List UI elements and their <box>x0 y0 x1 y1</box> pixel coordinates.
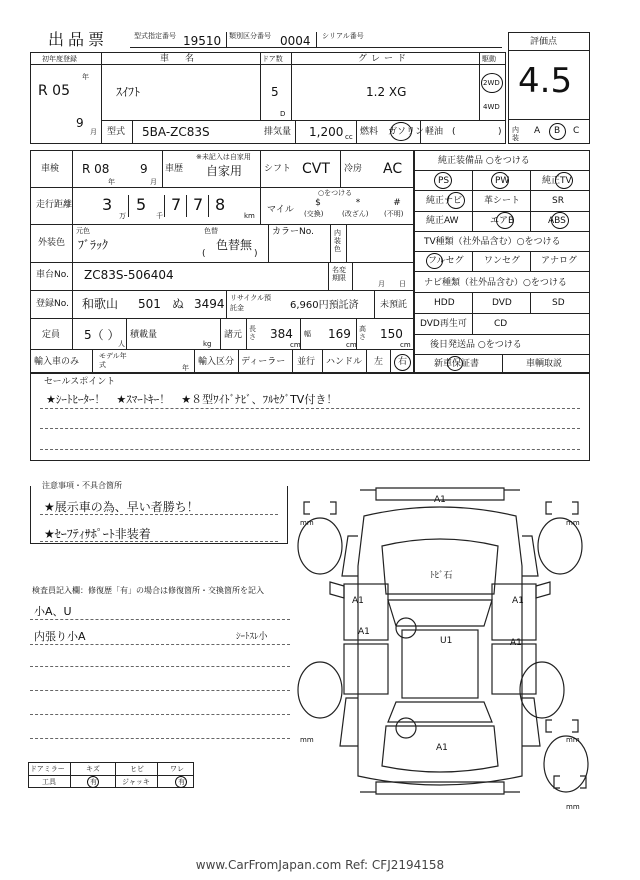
capacity: 5（ ） <box>84 328 120 342</box>
mark-left-rear: A1 <box>358 627 370 637</box>
interior-c: C <box>573 126 580 136</box>
reg-kana: ぬ <box>172 297 185 311</box>
mileage-digit-2: 5 <box>136 195 147 214</box>
divider <box>208 195 209 217</box>
inspection: R 08 <box>82 162 110 176</box>
divider <box>414 292 590 293</box>
interior-b: B <box>554 126 561 136</box>
inspection-month-unit: 月 <box>150 178 157 186</box>
shift-label: シフト <box>264 164 292 174</box>
score-label: 評価点 <box>530 37 558 47</box>
tv-fullseg-circle <box>426 253 443 269</box>
divider <box>356 318 357 349</box>
opt-pw-circle <box>491 172 509 189</box>
divider <box>30 187 414 188</box>
reg-month: 9 <box>76 116 84 130</box>
divider <box>346 224 347 262</box>
footer-ref: www.CarFromJapan.com Ref: CFJ2194158 <box>195 858 445 872</box>
tv-analog: アナログ <box>541 256 578 266</box>
capacity-label: 定員 <box>42 330 61 340</box>
original-color-label: 元色 <box>76 227 90 235</box>
sales-line <box>40 408 580 409</box>
import-label: 輸入車のみ <box>34 357 80 367</box>
divider <box>414 313 590 314</box>
model-no: 19510 <box>183 34 222 48</box>
meter-exchange: (交換) <box>304 210 324 218</box>
meter-unknown: (不明) <box>384 210 404 218</box>
doc-manual: 車輌取説 <box>526 359 563 369</box>
divider <box>246 318 247 349</box>
parallel: 並行 <box>297 357 316 367</box>
divider <box>238 349 239 373</box>
divider <box>414 231 590 232</box>
divider <box>414 271 590 272</box>
notes-line-1: ★展示車の為、早い者勝ち！ <box>44 500 199 514</box>
divider <box>70 762 71 788</box>
divider <box>414 251 590 252</box>
usage-note: ※未記入は自家用 <box>196 153 251 161</box>
drive-4wd: 4WD <box>483 103 500 111</box>
exterior-label: 外装色 <box>38 238 66 248</box>
divider <box>300 318 301 349</box>
legend-break: ワレ <box>170 765 184 773</box>
divider <box>132 120 133 144</box>
meter-modified-sym: * <box>355 198 361 208</box>
handle-label: ハンドル <box>326 357 363 367</box>
inspector-line <box>30 666 290 667</box>
divider <box>268 224 269 262</box>
inspector-line <box>30 738 290 739</box>
mark-roof: U1 <box>440 636 453 646</box>
paren-open: ( <box>202 249 206 259</box>
sales-label: セールスポイント <box>44 377 116 387</box>
inspector-line <box>30 690 290 691</box>
doc-warranty-circle <box>447 356 463 371</box>
mileage-digit-5: 8 <box>215 195 226 214</box>
ac: AC <box>383 161 403 177</box>
car-name: ｽｲﾌﾄ <box>116 85 141 99</box>
mark-left-front: A1 <box>352 596 364 606</box>
divider <box>374 290 375 318</box>
recycle-amount: 6,960円預託済 <box>290 300 359 311</box>
divider <box>260 52 261 120</box>
sales-text: ★ｼｰﾄﾋｰﾀｰ！ ★ｽﾏｰﾄｷｰ！ ★８型ﾜｲﾄﾞﾅﾋﾞ、ﾌﾙｾｸﾞTV付き！ <box>46 393 338 406</box>
paren-close: ) <box>254 249 258 259</box>
inspector-line <box>30 714 290 715</box>
opt-pw: PW <box>495 176 510 186</box>
mile-label: マイル <box>267 205 294 215</box>
tire-left-rear <box>298 662 342 718</box>
doors: 5 <box>271 85 279 99</box>
score-value: 4.5 <box>518 61 573 101</box>
door-type: D <box>280 110 286 118</box>
divider <box>260 150 261 187</box>
height-label: 高さ <box>359 325 366 341</box>
displacement-unit: cc <box>345 133 353 141</box>
inspector-line-2-left: 内張り小A <box>34 630 86 643</box>
tv-fullseg: フルセグ <box>428 256 464 266</box>
sheet-title: 出品票 <box>48 30 109 49</box>
arch-left-front <box>342 536 358 576</box>
displacement-label: 排気量 <box>264 127 292 137</box>
reg-year-unit: 年 <box>82 73 89 81</box>
fuel-label: 燃料 <box>360 127 379 137</box>
spare-tire <box>544 736 588 792</box>
mirror-left <box>330 582 344 598</box>
expiry-day: 日 <box>399 280 406 288</box>
notes-label: 注意事項・不具合箇所 <box>42 481 122 490</box>
opt-abs-circle <box>551 212 569 229</box>
divider <box>295 120 296 144</box>
reg-era: R 05 <box>38 83 70 99</box>
mark-hood: ﾄﾋﾞ石 <box>430 571 453 581</box>
opt-ps: PS <box>438 176 450 186</box>
inspection-year: 年 <box>108 178 115 186</box>
divider <box>30 290 414 291</box>
vehicle-type: 5BA-ZC83S <box>142 125 210 139</box>
interior-a: A <box>534 126 541 136</box>
fuel-gasoline: ガソリン <box>388 127 425 137</box>
notes-line <box>40 541 278 542</box>
drive-2wd-circle <box>481 73 503 93</box>
navi-hdd: HDD <box>434 298 455 308</box>
registration-label: 登録No. <box>36 299 69 309</box>
divider <box>226 32 227 48</box>
opt-tv: 純正TV <box>542 176 572 186</box>
legend-jack: ジャッキ <box>122 778 150 786</box>
divider <box>292 349 293 373</box>
divider <box>226 290 227 318</box>
color-change-label: 色替 <box>204 227 218 235</box>
divider <box>128 195 129 217</box>
drive-2wd: 2WD <box>483 79 500 87</box>
divider <box>260 187 261 224</box>
opt-sr: SR <box>552 196 564 206</box>
opt-tv-circle <box>555 172 573 189</box>
inspector-label: 検査員記入欄：修復歴「有」の場合は修復箇所・交換箇所を記入 <box>32 586 264 595</box>
divider <box>479 52 480 120</box>
mileage-sen: 千 <box>156 212 163 220</box>
divider <box>30 224 414 225</box>
paren-open: ( <box>452 127 456 137</box>
width: 169 <box>328 327 351 341</box>
divider <box>390 349 391 373</box>
paren-close: ) <box>498 127 502 137</box>
mileage-label: 走行距離 <box>36 200 73 210</box>
divider <box>101 52 102 144</box>
tire-unit-lr: mm <box>300 736 314 744</box>
divider <box>530 251 531 271</box>
expiry-label: 名変期限 <box>332 266 346 282</box>
mark-rear-bumper: A1 <box>436 743 448 753</box>
door-right-rear <box>492 644 536 694</box>
height-unit: cm <box>400 341 411 349</box>
light-oil-label: 軽油 <box>425 127 444 137</box>
legend-crack: ヒビ <box>130 765 144 773</box>
displacement: 1,200 <box>309 125 344 139</box>
arch-right-rear <box>522 698 540 746</box>
type-label: 型式 <box>107 127 126 137</box>
model-year-unit: 年 <box>182 364 189 372</box>
reg-class: 501 <box>138 297 161 311</box>
navi-dvd: DVD <box>492 298 512 308</box>
divider <box>115 762 116 788</box>
opt-navi-circle <box>447 192 465 209</box>
divider <box>162 150 163 187</box>
divider <box>316 32 317 48</box>
arch-right-front <box>522 536 538 576</box>
length-label: 長さ <box>249 325 256 341</box>
rear-bumper <box>360 782 520 794</box>
fuel-circle <box>390 122 412 141</box>
docs-label: 後日発送品 ○をつける <box>430 340 522 350</box>
rear-window <box>388 702 492 722</box>
ac-label: 冷房 <box>344 164 363 174</box>
chassis-label: 車台No. <box>36 270 69 280</box>
height: 150 <box>380 327 403 341</box>
interior-b-circle <box>549 123 566 140</box>
legend-yes: 有 <box>90 778 97 786</box>
divider <box>194 349 195 373</box>
inspector-line-1: 小A、U <box>34 605 72 618</box>
divider <box>414 334 590 335</box>
divider <box>28 775 194 776</box>
handle-right-circle <box>394 354 411 371</box>
divider <box>30 262 414 263</box>
divider <box>508 119 590 120</box>
divider <box>356 120 357 144</box>
handle-left: 左 <box>374 357 384 367</box>
door-right-front <box>492 584 536 640</box>
length: 384 <box>270 327 293 341</box>
mark-front-bumper: A1 <box>434 495 446 505</box>
color-no-label: カラーNo. <box>272 227 314 237</box>
divider <box>530 170 531 231</box>
inspector-line <box>30 619 290 620</box>
divider <box>322 349 323 373</box>
dealer: ディーラー <box>241 357 286 367</box>
class-no: 0004 <box>280 34 311 48</box>
navi-dvd-player: DVD再生可 <box>420 319 467 329</box>
sales-line <box>40 449 580 450</box>
legend-mirror: ドアミラー <box>30 765 65 773</box>
equip-label: 純正装備品 ○をつける <box>438 156 530 166</box>
divider <box>472 170 473 231</box>
dims-label: 諸元 <box>224 330 243 340</box>
interior-label: 内装 <box>512 126 519 142</box>
opt-leather: 革シート <box>484 196 521 206</box>
divider <box>414 190 590 191</box>
tire-unit-rr: mm <box>566 736 580 744</box>
opt-airbag-circle <box>496 212 514 229</box>
opt-abs: ABS <box>548 216 566 226</box>
capacity-unit: 人 <box>118 340 125 348</box>
mark-right-front: A1 <box>512 596 524 606</box>
load-unit: kg <box>203 340 212 348</box>
inspector-line <box>30 644 290 645</box>
tire-unit-rf: mm <box>566 519 580 527</box>
width-unit: cm <box>346 341 357 349</box>
divider <box>30 349 414 350</box>
divider <box>472 251 473 271</box>
windshield <box>388 600 492 626</box>
recycle-status: 未預託 <box>380 300 408 310</box>
reg-year-label: 初年度登録 <box>42 55 77 63</box>
divider <box>330 224 331 262</box>
divider <box>352 262 353 290</box>
mileage-digit-4: 7 <box>193 195 204 214</box>
divider <box>328 262 329 290</box>
opt-navi: 純正ナビ <box>426 196 463 206</box>
mileage-digit-1: 3 <box>102 195 113 214</box>
meter-unknown-sym: # <box>393 198 401 208</box>
inspector-line-2-right: ｼｰﾄｽﾚ小 <box>236 632 268 642</box>
legend-yes2: 有 <box>178 778 185 786</box>
tv-oneseg: ワンセグ <box>484 256 521 266</box>
navi-type-label: ナビ種類（社外品含む）○をつける <box>424 278 567 288</box>
legend-yes2-circle <box>175 776 187 788</box>
doors-label: ドア数 <box>262 55 283 63</box>
model-no-label: 型式指定番号 <box>134 32 176 40</box>
navi-sd: SD <box>552 298 565 308</box>
inspection-month: 9 <box>140 162 148 176</box>
legend-yes-circle <box>87 776 99 788</box>
chassis: ZC83S-506404 <box>84 268 174 282</box>
divider <box>126 318 127 349</box>
divider <box>366 349 367 373</box>
arch-left-rear <box>340 698 358 746</box>
import-type-label: 輸入区分 <box>198 357 235 367</box>
door-left-rear <box>344 644 388 694</box>
divider <box>420 120 421 144</box>
class-no-label: 類別区分番号 <box>229 32 271 40</box>
opt-aw: 純正AW <box>426 216 459 226</box>
shift: CVT <box>302 161 330 177</box>
divider <box>414 170 590 171</box>
hood <box>382 539 498 594</box>
tv-type-label: TV種類（社外品含む）○をつける <box>424 237 561 247</box>
reg-number: 3494 <box>194 297 225 311</box>
grade: 1.2 XG <box>366 85 407 99</box>
tire-unit-lf: mm <box>300 519 314 527</box>
serial-label: シリアル番号 <box>322 32 364 40</box>
notes-line-2: ★ｾｰﾌﾃｨｻﾎﾟｰﾄ非装着 <box>44 527 151 541</box>
tire-unit-spare: mm <box>566 803 580 811</box>
interior-color-label: 内装色 <box>334 229 341 253</box>
usage: 自家用 <box>206 164 243 178</box>
divider <box>291 52 292 120</box>
length-unit: cm <box>290 341 301 349</box>
divider <box>101 120 506 121</box>
expiry-month: 月 <box>378 280 385 288</box>
mirror-right <box>536 582 550 598</box>
divider <box>157 762 158 788</box>
mileage-man: 万 <box>119 212 126 220</box>
model-year-label: モデル年式 <box>99 352 127 369</box>
divider <box>530 292 531 313</box>
width-label: 幅 <box>304 330 311 338</box>
divider <box>340 150 341 187</box>
divider <box>72 150 73 349</box>
reg-region: 和歌山 <box>82 297 119 311</box>
divider <box>92 349 93 373</box>
legend-scratch: キズ <box>86 765 100 773</box>
divider <box>220 318 221 349</box>
divider <box>508 50 590 51</box>
notes-line <box>40 514 278 515</box>
handle-right: 右 <box>398 357 408 367</box>
load-label: 積載量 <box>130 330 158 340</box>
divider <box>472 292 473 334</box>
mark-right-rear: A1 <box>510 638 522 648</box>
legend-tool: 工具 <box>42 778 56 786</box>
usage-label: 車歴 <box>165 164 184 174</box>
sales-line <box>40 428 580 429</box>
recycle-label: リサイクル預託金 <box>230 294 272 312</box>
opt-ps-circle <box>434 172 452 189</box>
divider <box>164 195 165 217</box>
mileage-unit: km <box>244 212 255 220</box>
navi-cd: CD <box>494 319 508 329</box>
meter-modified: (改ざん) <box>342 210 369 218</box>
tire-right-rear <box>520 662 564 718</box>
drive-label: 駆動 <box>482 55 496 63</box>
opt-airbag: エアB <box>490 216 515 226</box>
doc-warranty: 新車保証書 <box>434 359 480 369</box>
grade-label: グレード <box>358 54 411 64</box>
inspection-label: 車検 <box>41 164 60 174</box>
divider <box>502 354 503 373</box>
reg-month-unit: 月 <box>90 128 97 136</box>
meter-note: ○をつける <box>318 189 353 197</box>
meter-exchange-sym: $ <box>315 198 321 208</box>
original-color: ﾌﾞﾗｯｸ <box>78 238 109 252</box>
mileage-digit-3: 7 <box>171 195 182 214</box>
divider <box>186 195 187 217</box>
name-label: 車名 <box>160 54 211 64</box>
color-change: 色替無 <box>216 238 253 252</box>
